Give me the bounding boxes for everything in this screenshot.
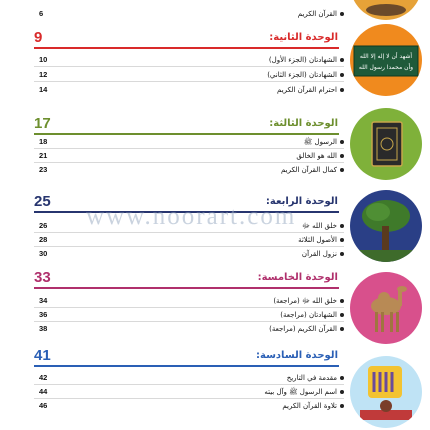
unit-4-illustration <box>350 190 422 262</box>
unit-page-number: 33 <box>34 269 51 286</box>
unit-6-illustration <box>350 356 422 428</box>
lesson-title: الله هو الخالق <box>296 150 344 162</box>
lesson-row <box>34 164 344 177</box>
lesson-row <box>34 295 344 308</box>
lesson-row <box>34 400 344 413</box>
bullet-icon <box>340 224 344 228</box>
row-divider <box>34 246 344 247</box>
next-unit-page-number-partial <box>34 424 38 430</box>
watermark-text: www.noorart.com <box>86 203 297 230</box>
unit-1-illustration <box>350 0 422 20</box>
lesson-title: الأصول الثلاثة <box>298 234 344 246</box>
lesson-title: القرآن الكريم (مراجعة) <box>269 323 344 335</box>
unit-title: الوحدة الثانية: <box>269 32 338 43</box>
page-number: 14 <box>39 85 48 94</box>
bullet-icon <box>340 376 344 380</box>
shahada-board-image <box>350 24 422 96</box>
badge-line-2: وأن محمدا رسول الله <box>358 64 414 71</box>
row-divider <box>34 398 344 399</box>
page-number: 6 <box>39 9 44 18</box>
lesson-row <box>34 372 344 385</box>
bullet-icon <box>340 313 344 317</box>
lesson-title: تلاوة القرآن الكريم <box>282 400 344 412</box>
page-number: 30 <box>39 249 48 258</box>
lesson-row <box>34 69 344 82</box>
lesson-row <box>34 84 344 97</box>
quran-book-image <box>350 108 422 180</box>
unit-divider <box>34 47 339 49</box>
lesson-row <box>34 309 344 322</box>
bullet-icon <box>340 238 344 242</box>
scroll-and-rug-image <box>350 356 422 428</box>
page-number: 28 <box>39 235 48 244</box>
lesson-row <box>34 136 344 149</box>
unit-page-number: 17 <box>34 115 51 132</box>
row-divider <box>34 148 344 149</box>
unit-3-illustration <box>350 108 422 180</box>
lesson-title: خلق الله ﷻ <box>302 220 344 232</box>
lesson-title: نزول القرآن <box>302 248 344 260</box>
lesson-title: الشهادتان (مراجعة) <box>280 309 344 321</box>
page-number: 34 <box>39 296 48 305</box>
page-number: 46 <box>39 401 48 410</box>
unit-title: الوحدة الثالثة: <box>269 118 338 129</box>
lesson-title: الشهادتان (الجزء الأول) <box>269 54 344 66</box>
unit-page-number: 41 <box>34 347 51 364</box>
lesson-title: الشهادتان (الجزء الثاني) <box>267 69 344 81</box>
bullet-icon <box>340 299 344 303</box>
row-divider <box>34 307 344 308</box>
page-number: 42 <box>39 373 48 382</box>
row-divider <box>34 81 344 82</box>
lesson-row <box>34 248 344 261</box>
lesson-title: خلق الله ﷻ (مراجعة) <box>273 295 344 307</box>
bullet-icon <box>340 140 344 144</box>
row-divider <box>34 66 344 67</box>
badge-line-1: أشهد أن لا إله إلا الله <box>359 53 413 60</box>
unit-page-number: 25 <box>34 193 51 210</box>
row-divider <box>34 321 344 322</box>
row-divider <box>34 162 344 163</box>
lesson-title: الرسول ﷺ <box>304 136 344 148</box>
page-number: 44 <box>39 387 48 396</box>
lesson-row <box>34 386 344 399</box>
lesson-title: اسم الرسول ﷺ وآل بيته <box>264 386 344 398</box>
lesson-title: مقدمة في التاريخ <box>287 372 344 384</box>
page-number: 21 <box>39 151 48 160</box>
bullet-icon <box>340 12 344 16</box>
page-number: 10 <box>39 55 48 64</box>
bullet-icon <box>340 154 344 158</box>
row-divider <box>34 384 344 385</box>
unit-title: الوحدة الرابعة: <box>265 196 338 207</box>
page-number: 12 <box>39 70 48 79</box>
unit-page-number: 9 <box>34 29 43 46</box>
unit-divider <box>34 365 339 367</box>
bullet-icon <box>340 252 344 256</box>
lesson-row <box>34 150 344 163</box>
toc-row-top <box>34 8 344 21</box>
unit-title: الوحدة السادسة: <box>256 350 338 361</box>
page-number: 36 <box>39 310 48 319</box>
camel-image <box>350 272 422 344</box>
unit-5-illustration <box>350 272 422 344</box>
lesson-title: كمال القرآن الكريم <box>281 164 344 176</box>
bullet-icon <box>340 58 344 62</box>
page-number: 18 <box>39 137 48 146</box>
unit-2-illustration <box>350 24 422 96</box>
lesson-title: احترام القرآن الكريم <box>277 84 344 96</box>
unit-title: الوحدة الخامسة: <box>257 272 338 283</box>
bullet-icon <box>340 73 344 77</box>
page-number: 23 <box>39 165 48 174</box>
unit-divider <box>34 133 339 135</box>
lesson-row <box>34 54 344 67</box>
bullet-icon <box>340 327 344 331</box>
row-divider <box>34 232 344 233</box>
lesson-row <box>34 234 344 247</box>
bullet-icon <box>340 390 344 394</box>
unit-divider <box>34 287 339 289</box>
lesson-title: القرآن الكريم <box>298 8 344 20</box>
page-number: 38 <box>39 324 48 333</box>
illustration-image <box>350 0 422 20</box>
bullet-icon <box>340 404 344 408</box>
lesson-row <box>34 323 344 336</box>
tree-image <box>350 190 422 262</box>
page-number: 26 <box>39 221 48 230</box>
bullet-icon <box>340 168 344 172</box>
bullet-icon <box>340 88 344 92</box>
